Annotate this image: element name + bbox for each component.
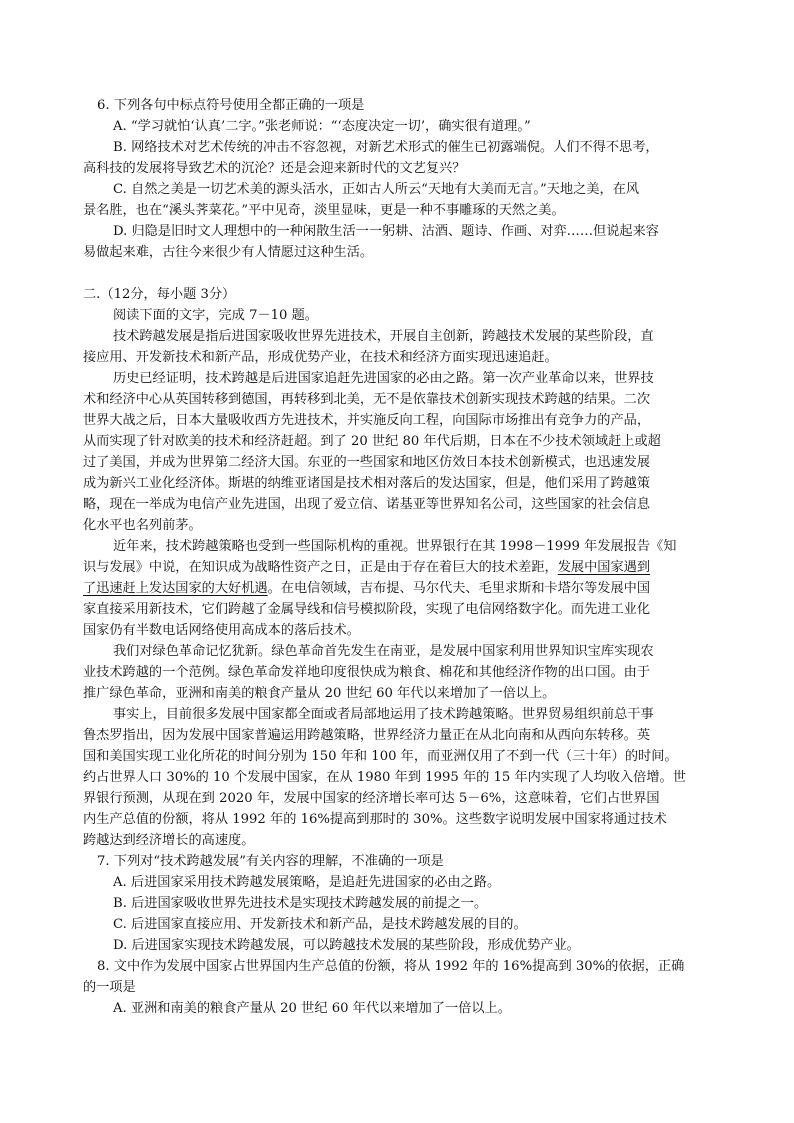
- passage-line: 术和经济中心从英国转移到德国，再转移到北美，无不是依靠技术创新实现技术跨越的结果。二次: [83, 392, 651, 407]
- q7-option-c: C. 后进国家直接应用、开发新技术和新产品，是技术跨越发展的目的。: [113, 917, 527, 932]
- passage-line: 世界大战之后，日本大量吸收西方先进技术，并实施反向工程，向国际市场推出有竞争力的产品，: [83, 413, 651, 428]
- passage-line: 过了美国，并成为世界第二经济大国。东亚的一些国家和地区仿效日本技术创新模式，也迅速发展: [83, 455, 651, 470]
- passage-line: 国家仍有半数电话网络使用高成本的落后技术。: [83, 623, 360, 638]
- passage-line: 技术跨越发展是指后进国家吸收世界先进技术，开展自主创新，跨越技术发展的某些阶段，直: [113, 329, 654, 344]
- passage-line: 国和美国实现工业化所花的时间分别为 150 年和 100 年，而亚洲仅用了不到一代（三十年）的时间。: [83, 749, 678, 764]
- passage-line: 家直接采用新技术，它们跨越了金属导线和信号模拟阶段，实现了电信网络数字化。而先进工业化: [83, 602, 651, 617]
- q7-option-d: D. 后进国家实现技术跨越发展，可以跨越技术发展的某些阶段，形成优势产业。: [113, 938, 580, 953]
- q6-option-d-cont: 易做起来难，古往今来很少有人情愿过这种生活。: [83, 245, 374, 260]
- passage-line: 跨越达到经济增长的高速度。: [83, 833, 255, 848]
- q8-stem-cont: 的一项是: [83, 980, 136, 995]
- passage-line: 近年来，技术跨越策略也受到一些国际机构的重视。世界银行在其 1998－1999 年发展报告《知: [113, 539, 677, 554]
- passage-line: 界银行预测，从现在到 2020 年，发展中国家的经济增长率可达 5－6%，这意味着，它们占世界国: [83, 791, 660, 806]
- q6-stem: 6. 下列各句中标点符号使用全都正确的一项是: [97, 98, 365, 113]
- passage-line: 我们对绿色革命记忆犹新。绿色革命首先发生在南亚，是发展中国家利用世界知识宝库实现农: [113, 644, 654, 659]
- section-header: 二.（12分，每小题 3分）: [83, 287, 236, 302]
- passage-line: 鲁杰罗指出，因为发展中国家普遍运用跨越策略，世界经济力量正在从北向南和从西向东转移。英: [83, 728, 651, 743]
- passage-line: 历史已经证明，技术跨越是后进国家追赶先进国家的必由之路。第一次产业革命以来，世界技: [113, 371, 654, 386]
- passage-line: 略，现在一举成为电信产业先进国，出现了爱立信、诺基亚等世界知名公司，这些国家的社会信息: [83, 497, 651, 512]
- section-instruction: 阅读下面的文字，完成 7－10 题。: [113, 308, 318, 323]
- passage-line: 事实上，目前很多发展中国家都全面或者局部地运用了技术跨越策略。世界贸易组织前总干事: [113, 707, 654, 722]
- passage-text: 。在电信领域，吉布提、马尔代夫、毛里求斯和卡塔尔等发展中国: [267, 581, 651, 596]
- underlined-phrase: 发展中国家遇到: [557, 560, 651, 575]
- passage-line: 业技术跨越的一个范例。绿色革命发祥地印度很快成为粮食、棉花和其他经济作物的出口国。由于: [83, 665, 651, 680]
- passage-line: 接应用、开发新技术和新产品，形成优势产业，在技术和经济方面实现迅速追赶。: [83, 350, 558, 365]
- q7-option-b: B. 后进国家吸收世界先进技术是实现技术跨越发展的前提之一。: [113, 896, 488, 911]
- passage-line: 从而实现了针对欧美的技术和经济赶超。到了 20 世纪 80 年代后期，日本在不少技术领域赶上或超: [83, 434, 661, 449]
- passage-line: [83, 558, 794, 578]
- underlined-phrase: 了迅速赶上发达国家的大好机遇: [83, 581, 268, 596]
- q6-option-d: D. 归隐是旧时文人理想中的一种闲散生活一一躬耕、沽酒、题诗、作画、对弈……但说起来容: [113, 224, 659, 239]
- passage-line: 约占世界人口 30%的 10 个发展中国家，在从 1980 年到 1995 年的 15 年内实现了人均收入倍增。世: [83, 770, 686, 785]
- q7-stem: 7. 下列对“技术跨越发展”有关内容的理解，不准确的一项是: [97, 854, 444, 869]
- passage-line: 内生产总值的份额，将从 1992 年的 16%提高到那时的 30%。这些数字说明发展中国家将通过技术: [83, 812, 667, 827]
- q8-option-a: A. 亚洲和南美的粮食产量从 20 世纪 60 年代以来增加了一倍以上。: [113, 1001, 511, 1016]
- q8-stem: 8. 文中作为发展中国家占世界国内生产总值的份额，将从 1992 年的 16%提高到 30%的依据，正确: [97, 959, 685, 974]
- passage-line: [83, 579, 794, 599]
- q6-option-b-cont: 高科技的发展将导致艺术的沉沦？还是会迎来新时代的文艺复兴？: [83, 161, 466, 176]
- q6-option-b: B. 网络技术对艺术传统的冲击不容忽视，对新艺术形式的催生已初露端倪。人们不得不思考，: [113, 140, 659, 155]
- passage-text: 识与发展》中说，在知识成为战略性资产之日，正是由于存在着巨大的技术差距，: [83, 560, 558, 575]
- q6-option-c-cont: 景名胜，也在“溪头荠菜花。”平中见奇，淡里显味，更是一种不事雕琢的天然之美。: [83, 203, 565, 218]
- q7-option-a: A. 后进国家采用技术跨越发展策略，是追赶先进国家的必由之路。: [113, 875, 501, 890]
- passage-line: 化水平也名列前茅。: [83, 518, 202, 533]
- q6-option-a: A. “学习就怕‘认真’二字。”张老师说：“‘态度决定一切’，确实很有道理。”: [113, 119, 531, 134]
- passage-line: 成为新兴工业化经济体。斯堪的纳维亚诸国是技术相对落后的发达国家，但是，他们采用了跨越策: [83, 476, 651, 491]
- q6-option-c: C. 自然之美是一切艺术美的源头活水，正如古人所云“天地有大美而无言。”天地之美，在风: [113, 182, 640, 197]
- passage-line: 推广绿色革命，亚洲和南美的粮食产量从 20 世纪 60 年代以来增加了一倍以上。: [83, 686, 556, 701]
